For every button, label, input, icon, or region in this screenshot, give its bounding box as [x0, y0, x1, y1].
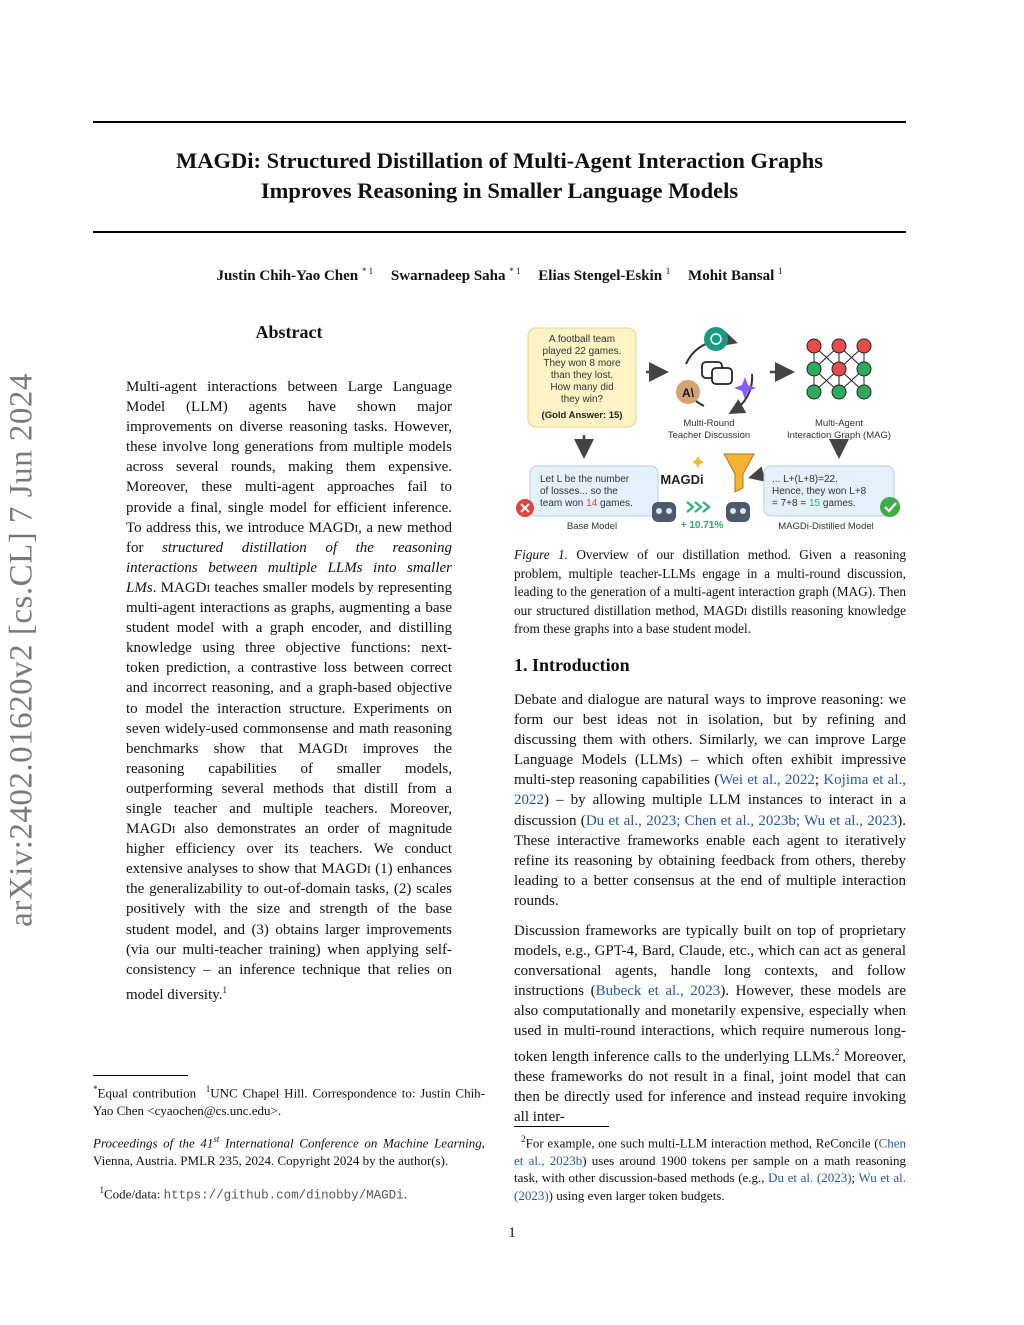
title-rule-top — [93, 121, 906, 123]
arxiv-id: arXiv:2402.01620v2 [cs.CL] 7 Jun 2024 — [3, 373, 40, 927]
question-line-5: How many did — [550, 382, 614, 393]
footnote-code: $^1$Code/data: https://github.com/dinobby/MAGDi. — [99, 1185, 407, 1203]
footnote-rule-right — [514, 1126, 609, 1127]
figure-1 — [514, 322, 906, 536]
author-list — [93, 266, 906, 285]
magdi-logo-text: MAGDi — [660, 472, 704, 487]
figure-caption: Figure 1. Overview of our distillation method. Given a reasoning problem, multiple teacher-LLMs engage in a multi-round discussion, leading to the generation of a multi-agent interaction graph (MAG). Then our structured distillation method, MAGDi distills reasoning knowledge from these graphs into a base student model. — [514, 547, 907, 637]
intro-heading: 1. Introduction — [514, 655, 630, 675]
cite-bubeck[interactable]: Bubeck et al., 2023 — [595, 983, 721, 1000]
page-number: 1 — [508, 1225, 516, 1241]
cite-du-chen-wu[interactable]: Du et al., 2023; Chen et al., 2023b; Wu et al., 2023 — [585, 812, 898, 829]
cite-chen-2023b[interactable]: Chen et al., 2023b — [514, 1135, 906, 1168]
question-line-1: A football team — [548, 334, 616, 345]
cite-wu-2023[interactable]: Wu et al. (2023) — [514, 1170, 907, 1203]
base-robot-icon — [652, 502, 676, 522]
title-rule-bottom — [93, 231, 906, 233]
code-link[interactable]: https://github.com/dinobby/MAGDi — [163, 1188, 404, 1203]
cite-du-2023[interactable]: Du et al. (2023) — [768, 1170, 852, 1186]
footnote-rule-left — [93, 1075, 188, 1076]
distilled-line-2: Hence, they won L+8 — [772, 486, 867, 497]
funnel-icon — [724, 454, 754, 492]
openai-icon — [704, 327, 728, 351]
base-line-3: team won 14 games. — [540, 498, 633, 509]
interaction-graph — [807, 339, 871, 399]
abstract-heading: Abstract — [255, 322, 323, 342]
teacher-label-2: Teacher Discussion — [667, 430, 751, 441]
base-line-2: of losses... so the — [540, 486, 618, 497]
author-3: Elias Stengel-Eskin $^1$ — [538, 266, 671, 284]
mag-label-1: Multi-Agent — [814, 418, 864, 429]
author-2: Swarnadeep Saha $^{* 1}$ — [390, 266, 521, 284]
mag-label-2: Interaction Graph (MAG) — [786, 430, 892, 441]
gold-answer: (Gold Answer: 15) — [541, 410, 623, 421]
question-line-4: than they lost. — [550, 370, 614, 381]
title-line-2: Improves Reasoning in Smaller Language Models — [260, 178, 739, 203]
distilled-model-label: MAGDi-Distilled Model — [778, 521, 874, 532]
sparkle-icon — [692, 456, 704, 468]
author-4: Mohit Bansal $^1$ — [688, 266, 783, 284]
distilled-line-1: ... L+(L+8)=22. — [772, 474, 838, 485]
distilled-robot-icon — [726, 502, 750, 522]
footnote-2: $^2$For example, one such multi-LLM interaction method, ReConcile (Chen et al., 2023b) uses around 1900 tokens per sample on a math reasoning task, with other discussion-based methods (e.g., Du et al. (2023); Wu et al. (2023)) using even larger token budgets. — [514, 1134, 907, 1203]
teacher-label-1: Multi-Round — [683, 418, 735, 429]
question-line-3: They won 8 more — [543, 358, 621, 369]
base-line-1: Let L be the number — [540, 474, 630, 485]
question-line-2: played 22 games. — [542, 346, 622, 357]
correct-icon — [880, 497, 900, 517]
author-1: Justin Chih-Yao Chen $^{* 1}$ — [216, 266, 374, 284]
chevrons-icon — [687, 502, 709, 512]
cite-kojima[interactable]: Kojima et al., 2022 — [514, 772, 906, 809]
gain-label: + 10.71% — [680, 520, 724, 531]
intro-paragraph-1: Debate and dialogue are natural ways to improve reasoning: we form our best ideas not in isolation, but by refining and discussing them with others. Similarly, we can improve Large Language Models (LLMs) – which often exhibit impressive multi-step reasoning capabilities (Wei et al., 2022; Kojima et al., 2022) – by allowing multiple LLM instances to interact in a discussion (Du et al., 2023; Chen et al., 2023b; Wu et al., 2023). These interactive frameworks enable each agent to iteratively refine its reasoning by obtaining feedback from others, thereby leading to a better consensus at the end of multiple interaction rounds. — [514, 692, 906, 909]
svg-text:A\: A\ — [682, 386, 694, 400]
abstract-body: Multi-agent interactions between Large Language Model (LLM) agents have shown major improvements on diverse reasoning tasks. However, these involve long generations from multiple models across several rounds, making them expensive. Moreover, these multi-agent approaches fail to provide a final, single model for efficient inference. To address this, we introduce MAGDi, a new method for structured distillation of the reasoning interactions between multiple LLMs into smaller LMs. MAGDi teaches smaller models by representing multi-agent interactions as graphs, augmenting a base student model with a graph encoder, and distilling knowledge using three objective functions: next-token prediction, a contrastive loss between correct and incorrect reasoning, and a graph-based objective to model the interaction structure. Experiments on seven widely-used commonsense and math reasoning benchmarks show that MAGDi improves the reasoning capabilities of smaller models, outperforming several methods that distill from a single teacher and multiple teachers. Moreover, MAGDi also demonstrates an order of magnitude higher efficiency over its teachers. We conduct extensive analyses to show that MAGDi (1) enhances the generalizability to out-of-domain tasks, (2) scales positively with the size and strength of the base student model, and (3) obtains larger improvements (via our multi-teacher training) when applying self-consistency – an inference technique that relies on model diversity.$^1$ — [126, 379, 452, 1003]
figure-1-diagram — [514, 322, 906, 536]
intro-paragraph-2: Discussion frameworks are typically built on top of proprietary models, e.g., GPT-4, Bard, Claude, etc., which can act as general conversational agents, handle long contexts, and follow instructions (Bubeck et al., 2023). However, these models are also computationally and monetarily expensive, especially when used in multi-round interactions, which require numerous long-token length inference calls to the underlying LLMs.$^2$ Moreover, these frameworks do not result in a final, joint model that can then be directly used for inference and instead require invoking all inter- — [514, 923, 906, 1125]
footnote-affiliation: *Equal contribution $^1$UNC Chapel Hill. Correspondence to: Justin Chih-Yao Chen <cyaochen@cs.unc.edu>. — [93, 1084, 486, 1118]
base-model-label: Base Model — [566, 521, 618, 532]
paper-title — [93, 146, 906, 206]
teacher-discussion — [676, 327, 756, 412]
cite-wei[interactable]: Wei et al., 2022 — [719, 772, 815, 789]
question-line-6: they win? — [560, 394, 604, 405]
footnote-proceedings: Proceedings of the 41st International Conference on Machine Learning, Vienna, Austria. PMLR 235, 2024. Copyright 2024 by the author(s). — [93, 1134, 485, 1168]
title-line-1: MAGDi: Structured Distillation of Multi-Agent Interaction Graphs — [175, 148, 824, 173]
distilled-line-3: = 7+8 = 15 games. — [772, 498, 856, 509]
